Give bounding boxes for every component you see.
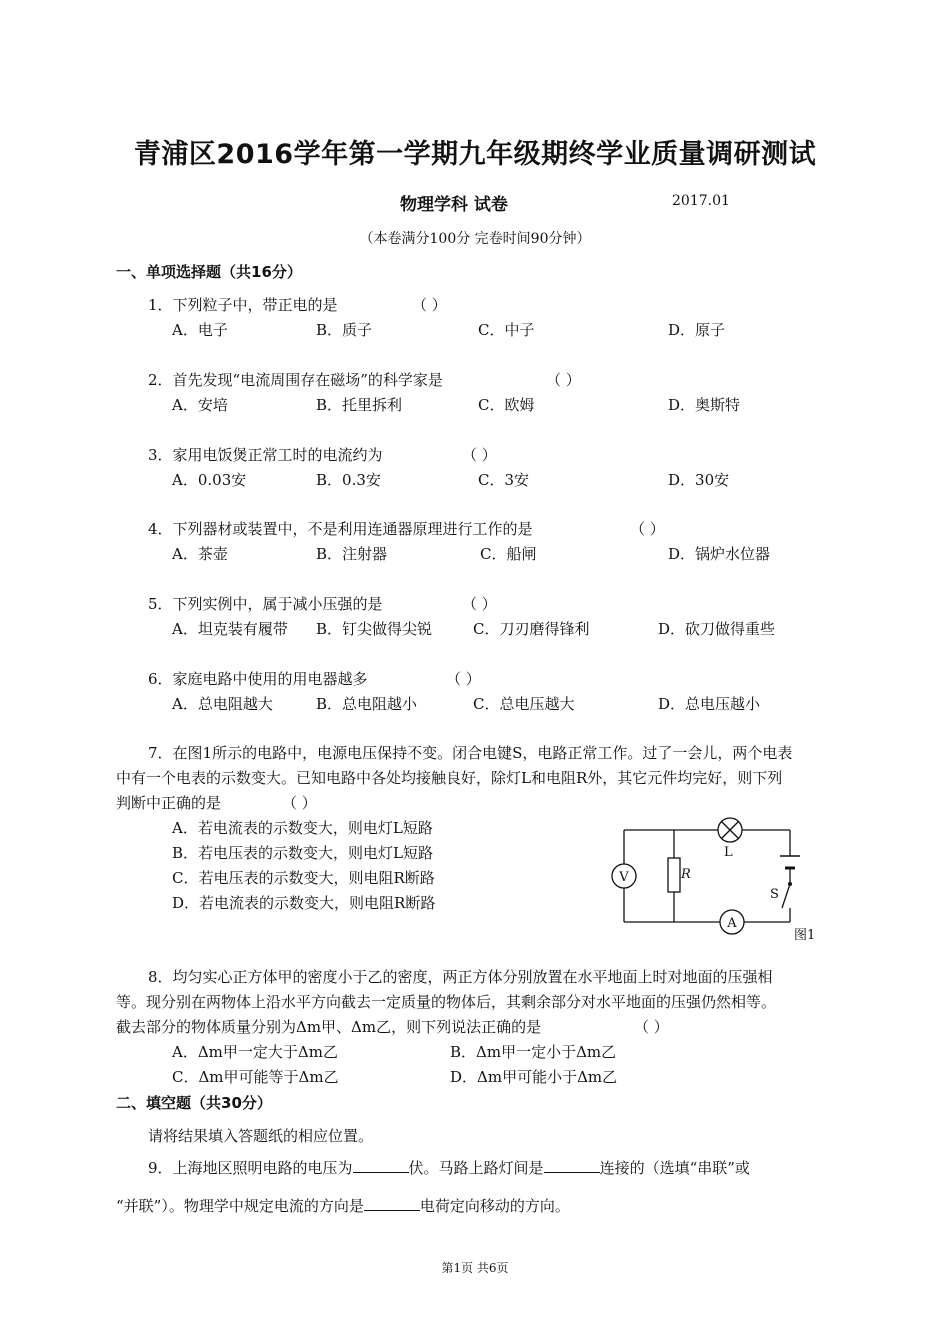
question-1-option-c: C．中子 (478, 321, 535, 339)
figure-caption: 图1 (794, 928, 816, 943)
question-2-option-c: C．欧姆 (478, 396, 535, 414)
question-2-stem: 2．首先发现“电流周围存在磁场”的科学家是 (148, 371, 443, 389)
question-8-line-1: 8．均匀实心正方体甲的密度小于乙的密度，两正方体分别放置在水平地面上时对地面的压强相 (148, 968, 773, 986)
question-5-bracket: （ ） (462, 595, 497, 613)
question-1-stem: 1．下列粒子中，带正电的是 (148, 296, 338, 314)
question-2-bracket: （ ） (546, 371, 581, 389)
question-3-option-d: D．30安 (668, 471, 730, 489)
question-9-text-5: 电荷定向移动的方向。 (419, 1197, 570, 1215)
question-9-blank-2[interactable] (544, 1158, 600, 1173)
question-3-bracket: （ ） (462, 446, 497, 464)
exam-title: 青浦区2016学年第一学期九年级期终学业质量调研测试 (133, 139, 817, 170)
question-2-option-b: B．托里拆利 (316, 396, 403, 414)
question-6-option-c: C．总电压越大 (473, 695, 575, 713)
question-4-option-b: B．注射器 (316, 545, 388, 563)
question-8-line-2: 等。现分别在两物体上沿水平方向截去一定质量的物体后，其剩余部分对水平地面的压强仍然相等。 (116, 993, 777, 1011)
exam-note: （本卷满分100分 完卷时间90分钟） (359, 231, 591, 247)
question-1-option-a: A．电子 (172, 321, 228, 339)
question-5-stem: 5．下列实例中，属于减小压强的是 (148, 595, 383, 613)
question-4-option-c: C．船闸 (480, 545, 537, 563)
question-1-option-d: D．原子 (668, 321, 726, 339)
question-2-option-d: D．奥斯特 (668, 396, 741, 414)
exam-subject: 物理学科 试卷 (400, 195, 508, 215)
question-5-option-b: B．钉尖做得尖锐 (316, 620, 433, 638)
question-6-option-b: B．总电阻越小 (316, 695, 418, 713)
question-4-stem: 4．下列器材或装置中，不是利用连通器原理进行工作的是 (148, 520, 533, 538)
question-7-option-d: D．若电流表的示数变大，则电阻R断路 (172, 894, 436, 912)
question-9-line-1 (148, 1157, 750, 1178)
question-8-bracket: （ ） (634, 1018, 669, 1036)
question-4-option-d: D．锅炉水位器 (668, 545, 771, 563)
question-8-option-c: C．Δm甲可能等于Δm乙 (172, 1068, 339, 1086)
question-9-blank-3[interactable] (364, 1196, 420, 1211)
lamp-label: L (724, 845, 733, 860)
question-8-option-a: A．Δm甲一定大于Δm乙 (172, 1043, 338, 1061)
question-2-option-a: A．安培 (172, 396, 228, 414)
question-8-option-b: B．Δm甲一定小于Δm乙 (450, 1043, 617, 1061)
ammeter-symbol (720, 910, 744, 934)
question-8-line-3: 截去部分的物体质量分别为Δm甲、Δm乙，则下列说法正确的是 (116, 1018, 542, 1036)
question-9-text-2: 伏。马路上路灯间是 (408, 1159, 544, 1177)
question-8-option-d: D．Δm甲可能小于Δm乙 (450, 1068, 618, 1086)
circuit-figure-1 (600, 812, 840, 948)
question-7-option-b: B．若电压表的示数变大，则电灯L短路 (172, 844, 433, 862)
question-4-bracket: （ ） (630, 520, 665, 538)
section-2-instruction: 请将结果填入答题纸的相应位置。 (148, 1127, 374, 1145)
switch-label: S (770, 887, 779, 902)
question-7-line-1: 7．在图1所示的电路中，电源电压保持不变。闭合电键S，电路正常工作。过了一会儿，两个电表 (148, 744, 793, 762)
question-1-bracket: （ ） (412, 296, 447, 314)
question-9-text-3: 连接的（选填“串联”或 (599, 1159, 750, 1177)
question-5-option-d: D．砍刀做得重些 (658, 620, 776, 638)
question-9-blank-1[interactable] (353, 1158, 409, 1173)
ammeter-label: A (727, 916, 737, 931)
question-3-option-a: A．0.03安 (172, 471, 247, 489)
question-3-stem: 3．家用电饭煲正常工时的电流约为 (148, 446, 383, 464)
section-1-title: 一、单项选择题（共16分） (116, 263, 302, 281)
question-3-option-c: C．3安 (478, 471, 530, 489)
question-1-option-b: B．质子 (316, 321, 373, 339)
question-6-option-a: A．总电阻越大 (172, 695, 273, 713)
page-footer: 第1页 共6页 (441, 1261, 509, 1275)
voltmeter-label: V (619, 870, 629, 885)
question-6-stem: 6．家庭电路中使用的用电器越多 (148, 670, 368, 688)
question-9-text-4: “并联”）。物理学中规定电流的方向是 (116, 1197, 364, 1215)
question-9-text-1: 9．上海地区照明电路的电压为 (148, 1159, 353, 1177)
exam-date: 2017.01 (672, 193, 730, 209)
battery-symbol (780, 856, 800, 868)
lamp-symbol (718, 818, 742, 842)
question-6-option-d: D．总电压越小 (658, 695, 761, 713)
question-5-option-a: A．坦克装有履带 (172, 620, 288, 638)
voltmeter-symbol (612, 864, 636, 888)
question-3-option-b: B．0.3安 (316, 471, 381, 489)
resistor-label: R (681, 867, 691, 882)
question-7-option-a: A．若电流表的示数变大，则电灯L短路 (172, 819, 433, 837)
question-7-bracket: （ ） (282, 794, 317, 812)
question-4-option-a: A．茶壶 (172, 545, 228, 563)
question-7-line-2: 中有一个电表的示数变大。已知电路中各处均接触良好，除灯L和电阻R外，其它元件均完好，则下列 (116, 769, 783, 787)
question-5-option-c: C．刀刃磨得锋利 (473, 620, 590, 638)
question-9-line-2 (116, 1195, 570, 1216)
question-7-option-c: C．若电压表的示数变大，则电阻R断路 (172, 869, 435, 887)
question-6-bracket: （ ） (446, 670, 481, 688)
question-7-line-3: 判断中正确的是 (116, 794, 222, 812)
section-2-title: 二、填空题（共30分） (116, 1094, 272, 1112)
